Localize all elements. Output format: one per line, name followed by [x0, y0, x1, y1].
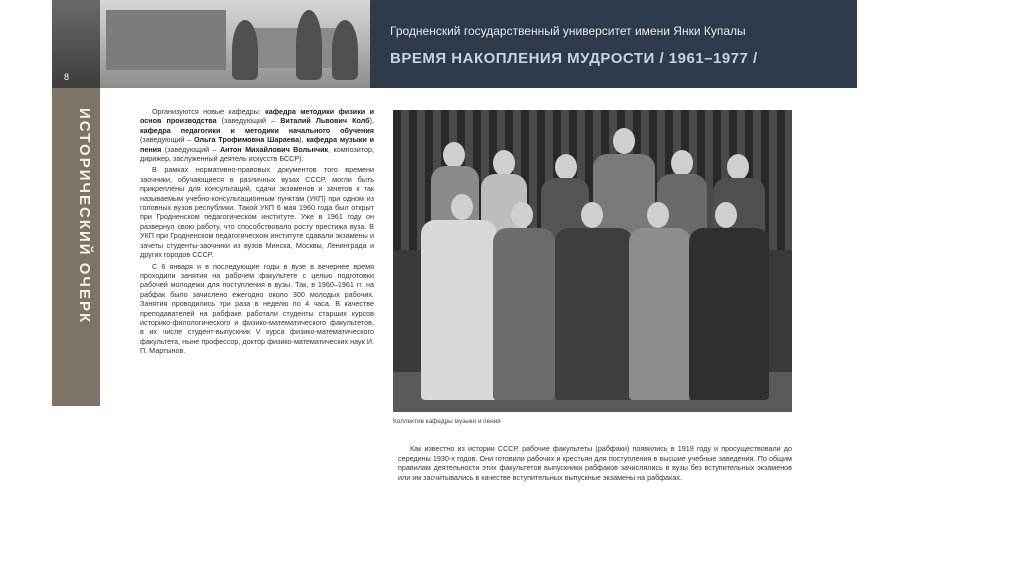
paragraph: В рамках нормативно-правовых документов того времени заочники, обучающиеся в различных вузах СССР, могли быть прикреплены для консультаций, сдачи экзаменов и зачетов к так называемым учебно-консультационным пунктам (УКП) при одном из головных вузов республики. Такой УКП 6 мая 1960 года был открыт при Гродненском педагогическом институте. Уже в 1961 году он развернул свою работу, что способствовало росту престижа вуза. В УКП при Гродненском педагогическом институте сдавали экзамены и зачеты студенты-заочники из вузов Минска, Москвы, Ленинграда и других городов СССР. — [140, 165, 374, 260]
group-photo — [393, 110, 792, 412]
person-head — [443, 142, 465, 168]
text-run: , композитор, дирижер, заслуженный деятель искусств БССР). — [140, 144, 374, 164]
photo-caption: Коллектив кафедры музыки и пения — [393, 418, 501, 425]
section-title: ИСТОРИЧЕСКИЙ ОЧЕРК — [76, 108, 93, 325]
building-shape — [250, 28, 340, 68]
right-text-column — [398, 444, 792, 482]
paragraph — [140, 107, 374, 163]
paragraph: С 6 января и в последующие годы в вузе в вечернее время проходили занятия на рабочем факультете с целью подготовки рабочей молодежи для поступления в вузы. Так, в 1960–1961 гг. на рабфак было зачислено ежегодно около 300 молодых рабочих. Занятия проводились три раза в неделю по 4 часа. В качестве преподавателей на рабфаке работали студенты старших курсов историко-филологического и физико-математического факультетов, в их числе студент-выпускник V курса физико-математического факультета, ныне профессор, доктор физико-математических наук И. П. Мартынов. — [140, 261, 374, 356]
person-figure — [421, 220, 497, 400]
person-figure — [689, 228, 769, 400]
page-number: 8 — [64, 72, 70, 82]
person-head — [671, 150, 693, 176]
person-figure — [493, 228, 555, 400]
text-run: Организуются новые кафедры: — [152, 107, 266, 116]
building-shape — [106, 10, 226, 70]
department-name: кафедра педагогики и методики начального обучения — [140, 125, 374, 135]
campus-photo — [100, 0, 370, 88]
person-name: Виталий Львович Колб — [280, 116, 370, 126]
person-head — [493, 150, 515, 176]
department-name: кафедра методики физики и основ производства — [140, 107, 374, 126]
department-name: кафедра музыки и пения — [140, 135, 374, 154]
paragraph: Как известно из истории СССР, рабочие факультеты (рабфаки) появились в 1919 году и просуществовали до середины 1930-х годов. Они готовили рабочих и крестьян для поступления в высшие учебные заведения. По общим правилам деятельности этих факультетов выпускники рабфаков зачислялись в вузы без вступительных экзаменов или им засчитывались в качестве вступительных выпускные экзамены на рабфаках. — [398, 444, 792, 482]
person-head — [647, 202, 669, 228]
tree-shape — [332, 20, 358, 80]
university-name: Гродненский государственный университет имени Янки Купалы — [390, 24, 746, 38]
person-figure — [555, 228, 633, 400]
tree-shape — [296, 10, 322, 80]
text-run: ), — [369, 116, 375, 126]
person-figure — [629, 228, 691, 400]
left-text-column — [140, 107, 374, 356]
person-head — [581, 202, 603, 228]
person-head — [727, 154, 749, 180]
person-head — [451, 194, 473, 220]
person-head — [613, 128, 635, 154]
header-side-image — [52, 0, 100, 88]
person-name: Ольга Трофимовна Шараева — [194, 135, 300, 145]
page-title: ВРЕМЯ НАКОПЛЕНИЯ МУДРОСТИ / 1961–1977 / — [390, 50, 758, 67]
person-head — [715, 202, 737, 228]
text-run: (заведующий – — [140, 135, 195, 145]
person-head — [555, 154, 577, 180]
tree-shape — [232, 20, 258, 80]
person-head — [511, 202, 533, 228]
text-run: (заведующий – — [216, 116, 281, 126]
text-run: (заведующий – — [161, 144, 220, 154]
text-run: ), — [299, 135, 307, 145]
person-name: Антон Михайлович Вольнчик — [219, 144, 329, 154]
